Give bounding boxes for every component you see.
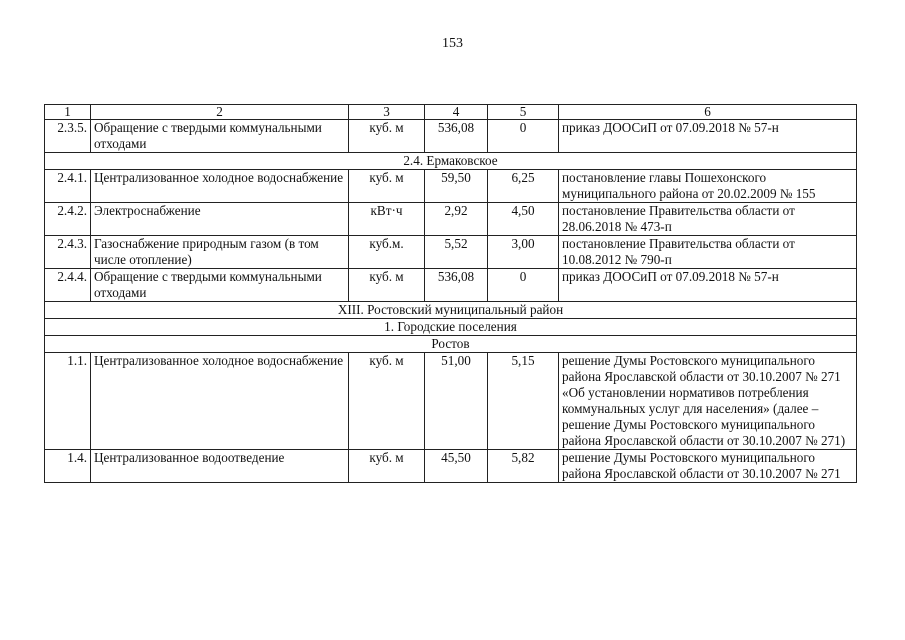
table-row: [45, 170, 857, 203]
table-row: [45, 450, 857, 483]
header-cell: 6: [559, 105, 857, 120]
legal-document: решение Думы Ростовского муниципального района Ярославской области от 30.10.2007 № 271 «Об установлении нормативов потребления коммунальных услуг для населения» (далее – решение Думы Ростовского муниципального района Ярославской области от 30.10.2007 № 271): [559, 353, 857, 450]
service-name: Централизованное водоотведение: [91, 450, 349, 483]
service-name: Централизованное холодное водоснабжение: [91, 353, 349, 450]
norm-value: 45,50: [425, 450, 488, 483]
unit-of-measure: куб. м: [349, 269, 425, 302]
table-row: [45, 236, 857, 269]
page-number: 153: [442, 36, 463, 51]
section-title: 1. Городские поселения: [45, 319, 857, 336]
service-name: Централизованное холодное водоснабжение: [91, 170, 349, 203]
section-row: [45, 153, 857, 170]
section-title: 2.4. Ермаковское: [45, 153, 857, 170]
service-name: Обращение с твердыми коммунальными отходами: [91, 269, 349, 302]
norm-value: 536,08: [425, 120, 488, 153]
legal-document: постановление Правительства области от 10.08.2012 № 790-п: [559, 236, 857, 269]
row-number: 1.1.: [45, 353, 91, 450]
unit-of-measure: куб. м: [349, 120, 425, 153]
section-title: XIII. Ростовский муниципальный район: [45, 302, 857, 319]
norm-value: 5,52: [425, 236, 488, 269]
legal-document: постановление Правительства области от 28.06.2018 № 473-п: [559, 203, 857, 236]
service-name: Электроснабжение: [91, 203, 349, 236]
header-cell: 3: [349, 105, 425, 120]
norm-value-2: 5,82: [488, 450, 559, 483]
norm-value-2: 4,50: [488, 203, 559, 236]
norm-value: 59,50: [425, 170, 488, 203]
header-cell: 2: [91, 105, 349, 120]
row-number: 1.4.: [45, 450, 91, 483]
unit-of-measure: куб.м.: [349, 236, 425, 269]
row-number: 2.4.2.: [45, 203, 91, 236]
norm-value-2: 5,15: [488, 353, 559, 450]
legal-document: приказ ДООСиП от 07.09.2018 № 57-н: [559, 120, 857, 153]
norm-value: 2,92: [425, 203, 488, 236]
section-row: [45, 302, 857, 319]
unit-of-measure: кВт·ч: [349, 203, 425, 236]
table-row: [45, 203, 857, 236]
section-row: [45, 319, 857, 336]
table-header-row: [45, 105, 857, 120]
norm-value: 536,08: [425, 269, 488, 302]
service-name: Газоснабжение природным газом (в том числе отопление): [91, 236, 349, 269]
section-row: [45, 336, 857, 353]
row-number: 2.4.1.: [45, 170, 91, 203]
row-number: 2.4.4.: [45, 269, 91, 302]
norm-value-2: 0: [488, 269, 559, 302]
unit-of-measure: куб. м: [349, 170, 425, 203]
table-row: [45, 120, 857, 153]
norm-value-2: 0: [488, 120, 559, 153]
legal-document: постановление главы Пошехонского муниципального района от 20.02.2009 № 155: [559, 170, 857, 203]
norm-value-2: 3,00: [488, 236, 559, 269]
header-cell: 1: [45, 105, 91, 120]
norm-value-2: 6,25: [488, 170, 559, 203]
norm-value: 51,00: [425, 353, 488, 450]
unit-of-measure: куб. м: [349, 450, 425, 483]
section-title: Ростов: [45, 336, 857, 353]
row-number: 2.3.5.: [45, 120, 91, 153]
service-name: Обращение с твердыми коммунальными отходами: [91, 120, 349, 153]
table-row: [45, 269, 857, 302]
unit-of-measure: куб. м: [349, 353, 425, 450]
legal-document: приказ ДООСиП от 07.09.2018 № 57-н: [559, 269, 857, 302]
tariff-table: [44, 104, 857, 483]
table-row: [45, 353, 857, 450]
row-number: 2.4.3.: [45, 236, 91, 269]
header-cell: 4: [425, 105, 488, 120]
header-cell: 5: [488, 105, 559, 120]
legal-document: решение Думы Ростовского муниципального района Ярославской области от 30.10.2007 № 271: [559, 450, 857, 483]
